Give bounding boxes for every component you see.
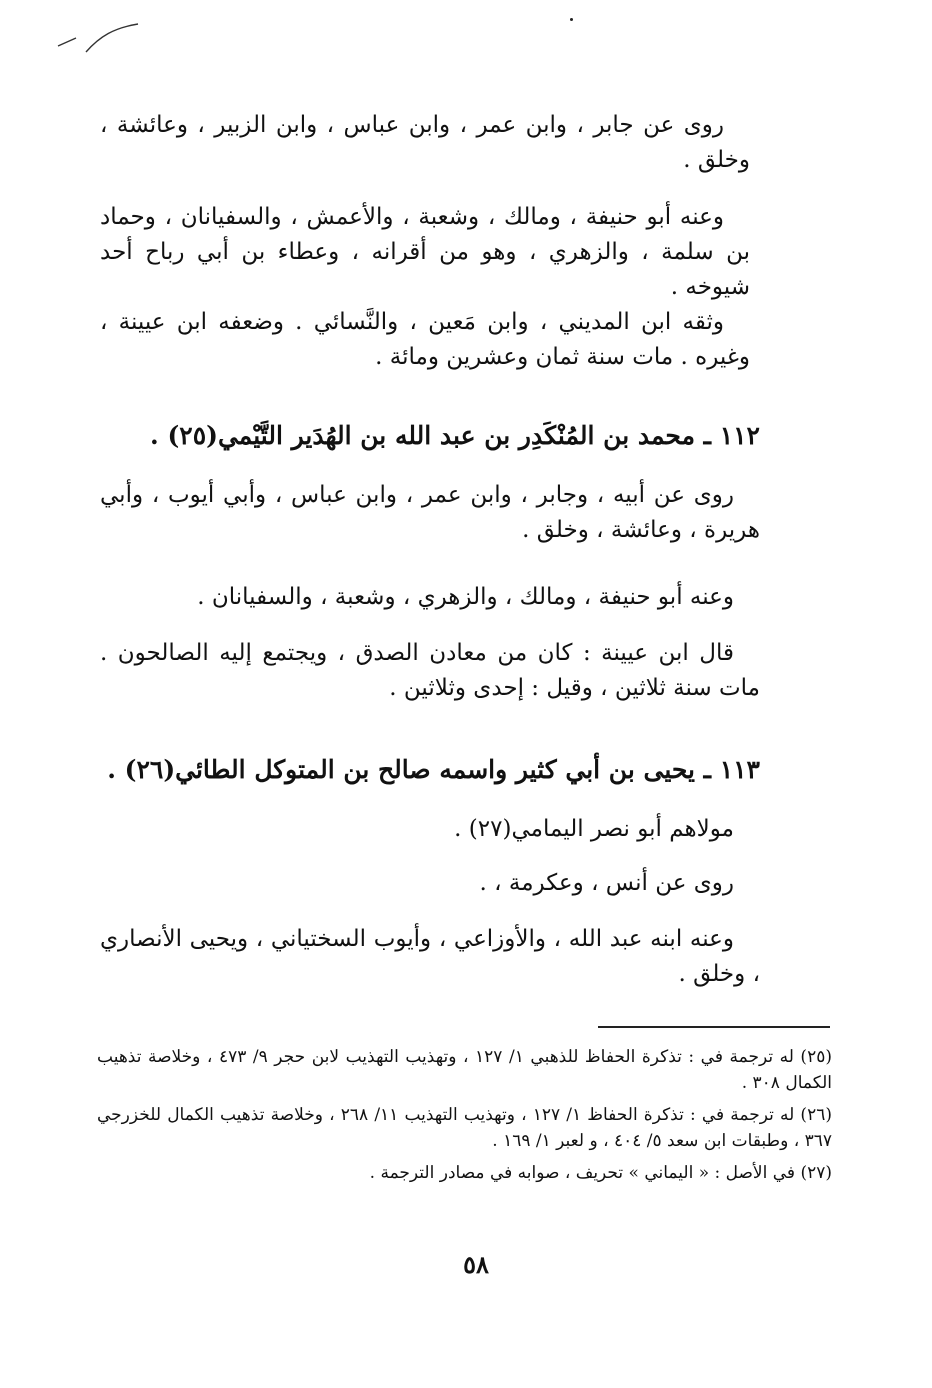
paragraph-lineage xyxy=(100,812,760,847)
paragraph-text: وعنه أبو حنيفة ، ومالك ، وشعبة ، والأعمش ، والسفيانان ، وحماد بن سلمة ، والزهري ، وهو من أقرانه ، وعطاء بن أبي رباح أحد شيوخه . xyxy=(100,204,750,300)
paragraph-grading xyxy=(100,305,750,375)
paragraph-text: روى عن أنس ، وعكرمة ، . xyxy=(479,870,734,896)
entry-heading-113: ١١٣ ـ يحيى بن أبي كثير واسمه صالح بن المتوكل الطائي(٢٦) . xyxy=(107,755,760,784)
paragraph-text: وعنه أبو حنيفة ، ومالك ، والزهري ، وشعبة ، والسفيانان . xyxy=(197,584,734,610)
entry-heading-112: ١١٢ ـ محمد بن المُنْكَدِر بن عبد الله بن الهُدَير التَّيْمي(٢٥) . xyxy=(150,421,760,450)
paragraph-text: وعنه ابنه عبد الله ، والأوزاعي ، وأيوب السختياني ، ويحيى الأنصاري ، وخلق . xyxy=(100,926,760,987)
paragraph-text: قال ابن عيينة : كان من معادن الصدق ، ويجتمع إليه الصالحون . مات سنة ثلاثين ، وقيل : إحدى وثلاثين . xyxy=(100,640,760,701)
paragraph-narrators xyxy=(100,922,760,992)
paragraph-narrated-from xyxy=(100,866,760,901)
pen-stroke-mark xyxy=(52,18,142,58)
speck-mark xyxy=(570,18,573,21)
paragraph-text: روى عن أبيه ، وجابر ، وابن عمر ، وابن عباس ، وأبي أيوب ، وأبي هريرة ، وعائشة ، وخلق . xyxy=(100,482,760,543)
footnote-27: (٢٧) في الأصل : « اليماني » تحريف ، صوابه في مصادر الترجمة . xyxy=(369,1163,832,1183)
footnote-25: (٢٥) له ترجمة في : تذكرة الحفاظ للذهبي ١/ ١٢٧ ، وتهذيب التهذيب لابن حجر ٩/ ٤٧٣ ، وخلاصة تذهيب الكمال ٣٠٨ . xyxy=(97,1047,832,1093)
paragraph-text: مولاهم أبو نصر اليمامي(٢٧) . xyxy=(454,816,734,842)
paragraph-narrated-from xyxy=(100,478,760,548)
footnote-26: (٢٦) له ترجمة في : تذكرة الحفاظ ١/ ١٢٧ ، وتهذيب التهذيب ١١/ ٢٦٨ ، وخلاصة تذهيب الكمال للخزرجي ٣٦٧ ، وطبقات ابن سعد ٥/ ٤٠٤ ، و لعبر ١/ ١٦٩ . xyxy=(97,1105,832,1151)
paragraph-quote xyxy=(100,636,760,706)
paragraph-narrated-from xyxy=(100,108,750,178)
paragraph-text: روى عن جابر ، وابن عمر ، وابن عباس ، وابن الزبير ، وعائشة ، وخلق . xyxy=(100,112,750,173)
footnote-divider xyxy=(598,1026,830,1028)
paragraph-narrators xyxy=(100,200,750,305)
page-number: ٥٨ xyxy=(463,1250,489,1279)
paragraph-narrators xyxy=(100,580,760,615)
paragraph-text: وثقه ابن المديني ، وابن مَعين ، والنَّسائي . وضعفه ابن عيينة ، وغيره . مات سنة ثمان وعشرين ومائة . xyxy=(100,309,750,370)
